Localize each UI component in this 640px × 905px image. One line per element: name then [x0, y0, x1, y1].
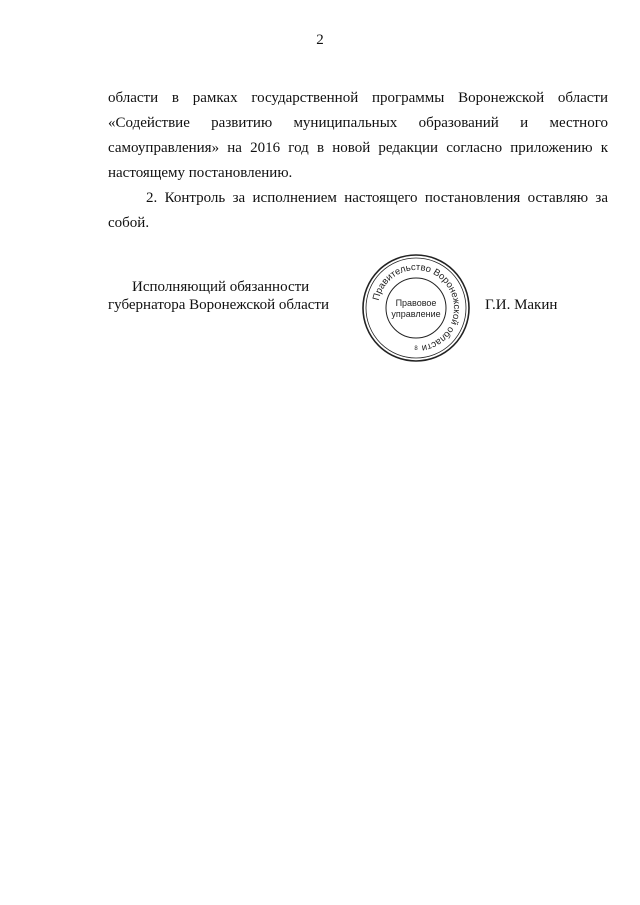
signatory-position-line-1: Исполняющий обязанности	[132, 279, 310, 295]
seal-bottom-mark: 8	[414, 346, 418, 352]
seal-inner-line-2: управление	[391, 309, 441, 319]
page-number: 2	[316, 32, 324, 48]
signatory-position-line-2: губернатора Воронежской области	[108, 297, 329, 313]
seal-outer-ring-inner	[366, 258, 466, 358]
paragraph-2: 2. Контроль за исполнением настоящего постановления оставляю за собой.	[108, 190, 608, 231]
signatory-position	[108, 278, 348, 314]
signatory-name: Г.И. Макин	[485, 297, 558, 313]
seal-inner-line-1: Правовое	[395, 298, 437, 308]
seal-outer-text: Правительство Воронежской области	[370, 261, 463, 354]
document-body	[108, 86, 608, 236]
official-seal-graphic	[360, 252, 472, 364]
seal-inner-ring	[386, 278, 446, 338]
paragraph-1: области в рамках государственной программы Воронежской области «Содействие развитию муниципальных образований и местного самоуправления» на 2016 год в новой редакции согласно приложению к настоящему постановлению.	[108, 90, 608, 181]
official-seal	[360, 252, 472, 364]
